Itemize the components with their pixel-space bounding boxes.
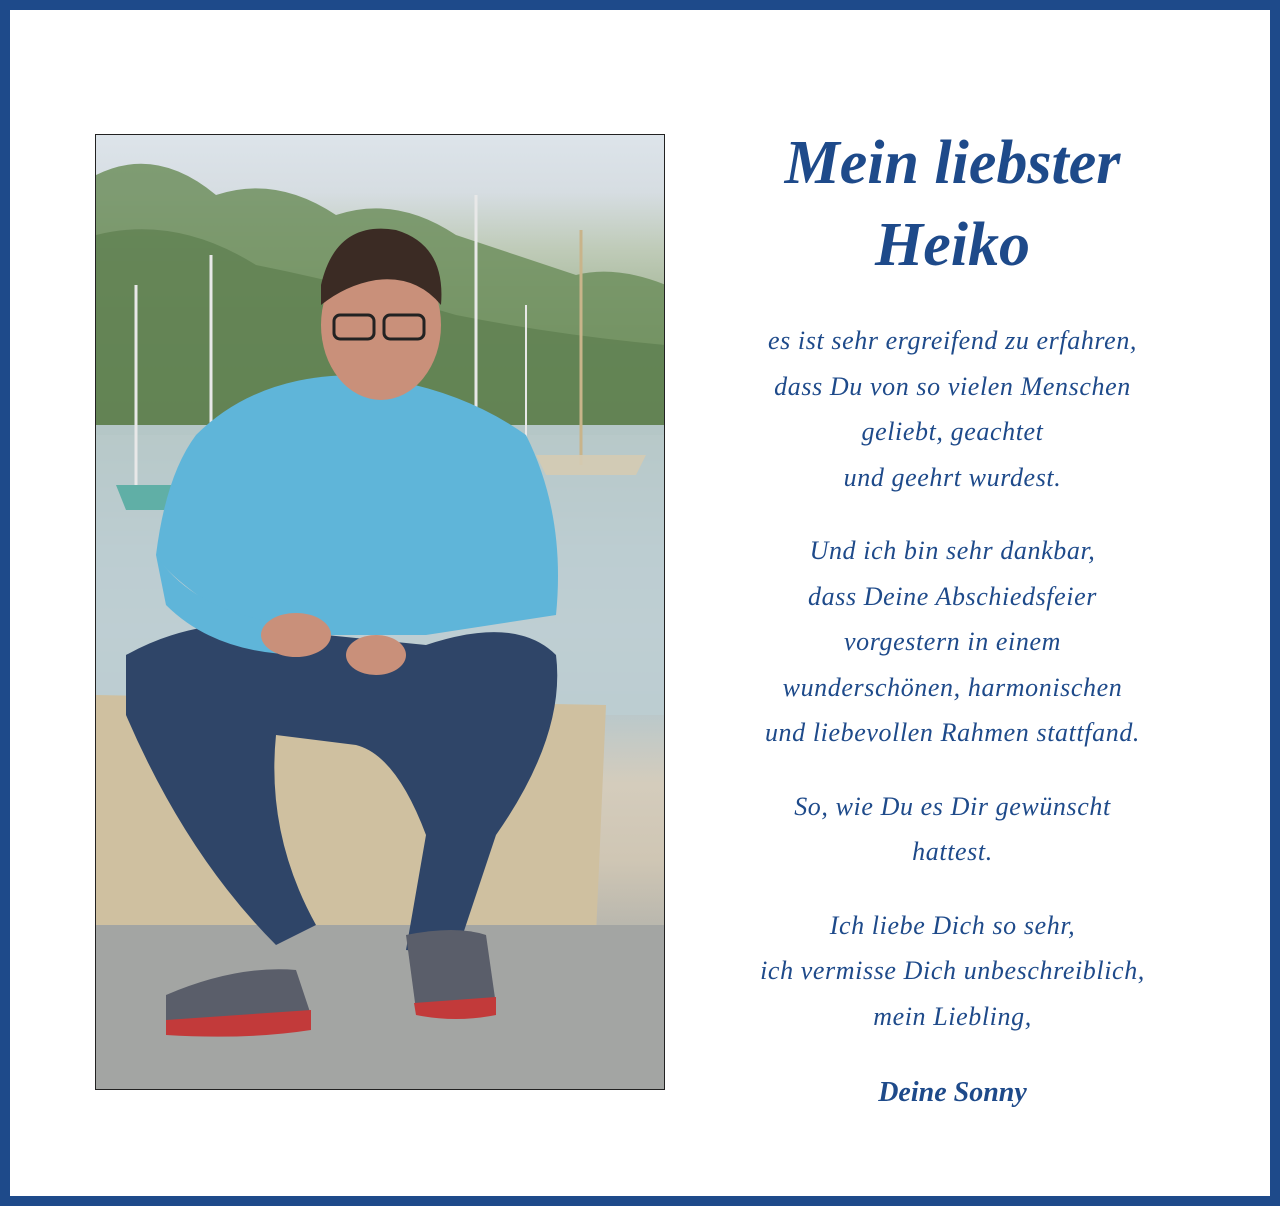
stanza — [700, 903, 1205, 1040]
verse-line: und geehrt wurdest. — [843, 462, 1062, 492]
verse-line: dass Du von so vielen Menschen — [774, 371, 1131, 401]
heading-line: Heiko — [875, 211, 1030, 279]
verse-line: Und ich bin sehr dankbar, — [809, 536, 1096, 565]
photo-illustration — [96, 135, 665, 1090]
stanza — [700, 528, 1205, 756]
heading — [700, 122, 1205, 286]
stanza — [700, 784, 1205, 875]
verse-line: mein Liebling, — [873, 1001, 1032, 1031]
verse-line: es ist sehr ergreifend zu erfahren, — [767, 326, 1138, 355]
signature: Deine Sonny — [878, 1077, 1027, 1108]
portrait-photo — [95, 134, 665, 1090]
verse-line: wunderschönen, harmonischen — [782, 672, 1123, 702]
verse-line: So, wie Du es Dir gewünscht — [794, 791, 1111, 821]
stanza — [700, 318, 1205, 500]
verse-line: und liebevollen Rahmen stattfand. — [764, 718, 1141, 747]
heading-line: Mein liebster — [784, 129, 1121, 197]
verse-line: vorgestern in einem — [844, 627, 1061, 656]
verse-line: dass Deine Abschiedsfeier — [808, 581, 1097, 611]
verse-line: hattest. — [912, 837, 993, 866]
memorial-text — [700, 122, 1205, 1109]
verse-line: ich vermisse Dich unbeschreiblich, — [760, 956, 1145, 985]
verse-line: geliebt, geachtet — [861, 417, 1044, 446]
verse-line: Ich liebe Dich so sehr, — [829, 910, 1076, 940]
